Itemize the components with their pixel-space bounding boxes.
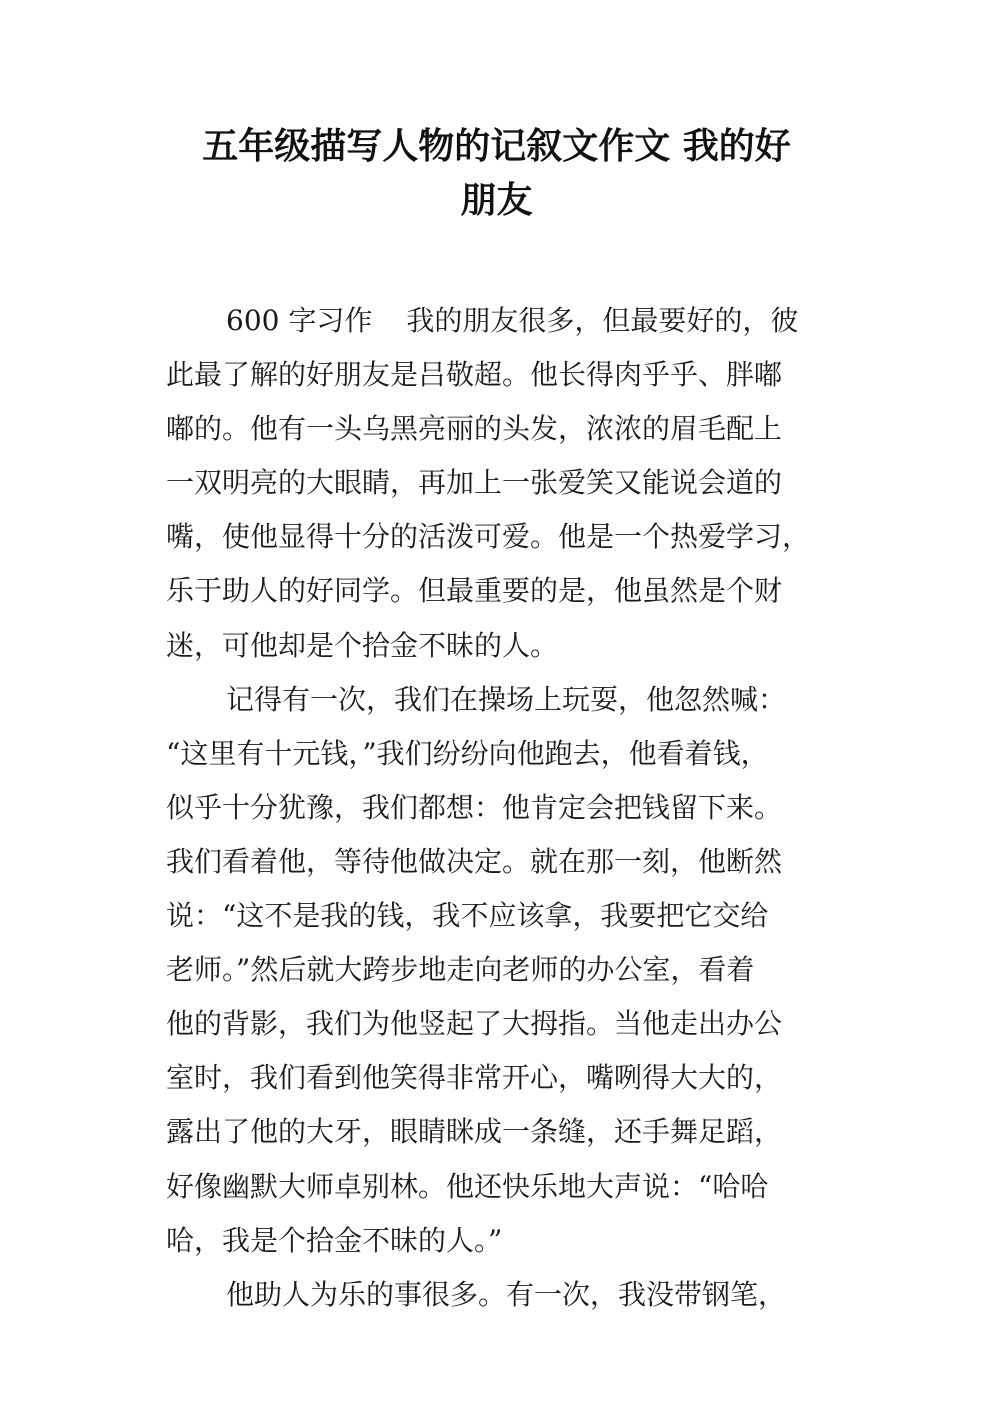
text-line: 说：“这不是我的钱，我不应该拿，我要把它交给	[166, 899, 769, 933]
text-line: 嘟的。他有一头乌黑亮丽的头发，浓浓的眉毛配上	[166, 412, 783, 446]
title-line-2: 朋友	[460, 180, 533, 221]
essay-word-count: 600 字习作	[226, 304, 373, 337]
text-line: 室时，我们看到他笑得非常开心，嘴咧得大大的，	[166, 1061, 783, 1095]
text-line: 他的背影，我们为他竖起了大拇指。当他走出办公	[166, 1007, 783, 1041]
title-line-1: 五年级描写人物的记叙文作文 我的好	[202, 126, 791, 167]
document-title	[150, 120, 843, 228]
text-line: 嘴，使他显得十分的活泼可爱。他是一个热爱学习，	[166, 520, 811, 554]
text-line: 哈，我是个拾金不昧的人。”	[166, 1223, 503, 1257]
text-line: 好像幽默大师卓别林。他还快乐地大声说：“哈哈	[166, 1169, 769, 1203]
text-line: 记得有一次，我们在操场上玩耍，他忽然喊：	[226, 682, 787, 716]
text-line: 此最了解的好朋友是吕敬超。他长得肉乎乎、胖嘟	[166, 358, 783, 392]
paragraph-2	[166, 673, 830, 1268]
text-line: 600 字习作 我的朋友很多，但最要好的，彼	[226, 304, 799, 337]
text-line: 露出了他的大牙，眼睛眯成一条缝，还手舞足蹈，	[166, 1115, 783, 1149]
text-line: 迷，可他却是个拾金不昧的人。	[166, 628, 559, 662]
text-line: 一双明亮的大眼睛，再加上一张爱笑又能说会道的	[166, 466, 783, 500]
text-line: 老师。”然后就大跨步地走向老师的办公室，看着	[166, 953, 755, 987]
text-line: 他助人为乐的事很多。有一次，我没带钢笔，	[226, 1277, 787, 1311]
paragraph-3	[166, 1268, 830, 1322]
document-body	[166, 294, 830, 1322]
text-line: 似乎十分犹豫，我们都想：他肯定会把钱留下来。	[166, 790, 783, 824]
text-line: 我们看着他，等待他做决定。就在那一刻，他断然	[166, 844, 783, 878]
paragraph-1	[166, 294, 830, 673]
text-line: 乐于助人的好同学。但最重要的是，他虽然是个财	[166, 574, 783, 608]
text-line: “这里有十元钱，”我们纷纷向他跑去，他看着钱，	[166, 736, 769, 770]
